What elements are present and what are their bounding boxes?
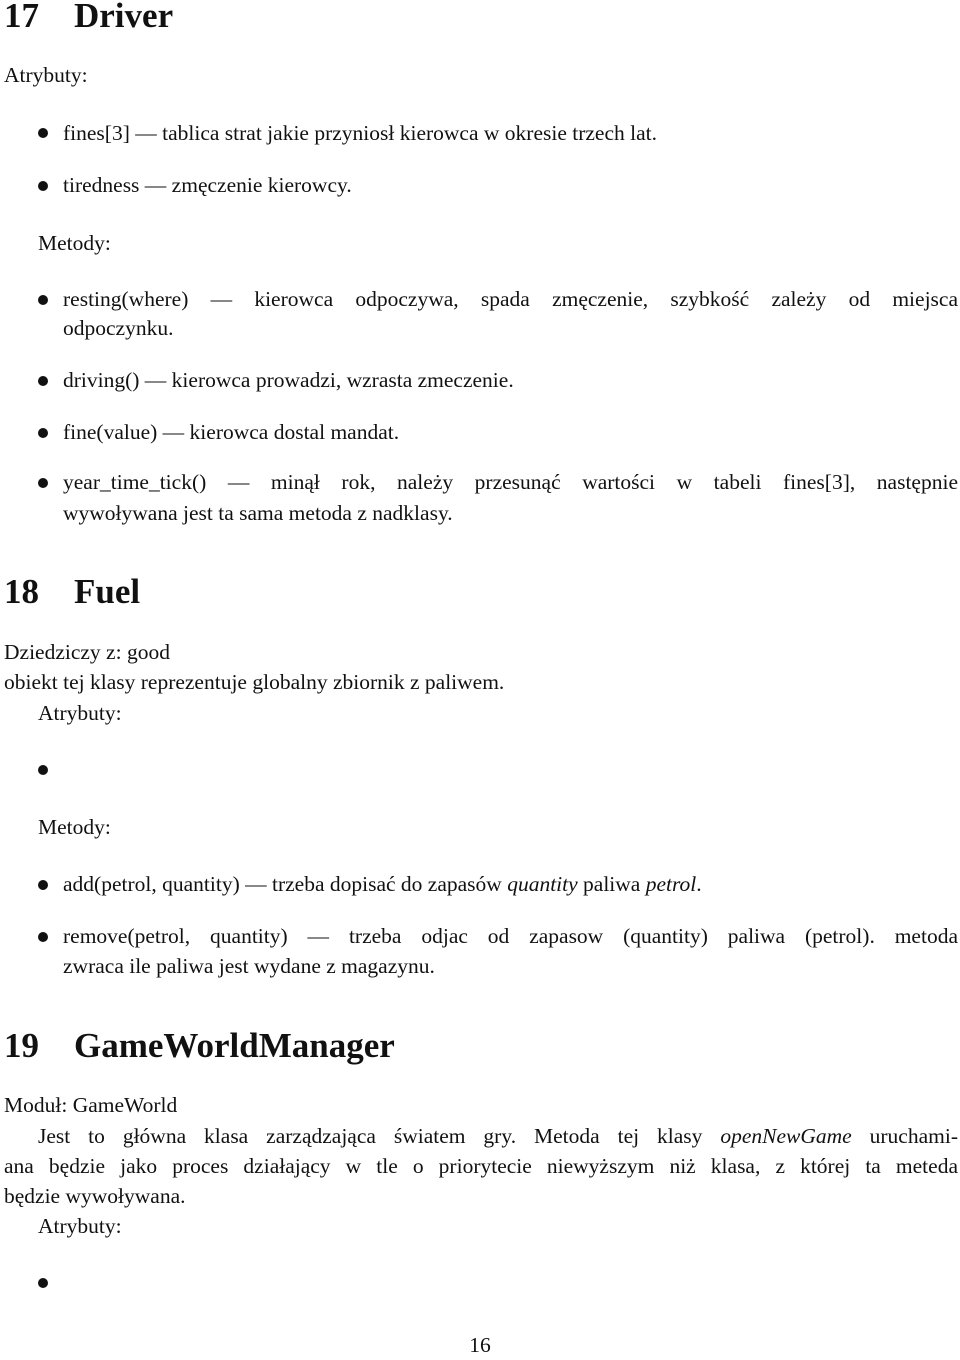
paragraph-line: ana będzie jako proces działający w tle o priorytecie niewyższym niż klasa, z której ta meteda [4,1154,958,1178]
list-item [63,869,958,899]
bullet-icon [38,181,48,191]
bullet-icon [38,1278,48,1288]
italic-term: openNewGame [720,1124,852,1148]
section-heading-19 [4,1026,395,1066]
methods-label: Metody: [38,231,111,255]
list-item-line: remove(petrol, quantity) — trzeba odjac od zapasow (quantity) paliwa (petrol). metoda [63,924,958,948]
page-number: 16 [469,1333,491,1357]
bullet-icon [38,478,48,488]
attributes-label: Atrybuty: [38,701,122,725]
list-item-line: year_time_tick() — minął rok, należy przesunąć wartości w tabeli fines[3], następnie [63,470,958,494]
inherits-line: Dziedziczy z: good [4,640,170,664]
section-title: GameWorldManager [74,1026,395,1065]
bullet-icon [38,880,48,890]
list-item-line: zwraca ile paliwa jest wydane z magazynu. [63,954,435,978]
list-item: tiredness — zmęczenie kierowcy. [63,173,352,197]
bullet-icon [38,295,48,305]
section-title: Fuel [74,572,141,611]
paragraph-line: będzie wywoływana. [4,1184,186,1208]
text-run: . [696,872,702,896]
bullet-icon [38,932,48,942]
attributes-label: Atrybuty: [38,1214,122,1238]
paragraph-line [38,1121,958,1151]
text-run: Jest to główna klasa zarządzająca światem gry. Metoda tej klasy [38,1124,721,1148]
section-title: Driver [74,0,174,35]
bullet-icon [38,128,48,138]
italic-term: petrol [645,872,697,896]
section-number: 17 [4,0,39,35]
list-item: fine(value) — kierowca dostal mandat. [63,420,400,444]
section-heading-17 [4,0,173,36]
section-number: 18 [4,572,39,611]
list-item: fines[3] — tablica strat jakie przyniosł kierowca w okresie trzech lat. [63,121,658,145]
list-item-line: resting(where) — kierowca odpoczywa, spada zmęczenie, szybkość zależy od miejsca [63,287,958,311]
list-item-line: odpoczynku. [63,316,174,340]
attributes-label: Atrybuty: [4,63,88,87]
bullet-icon [38,428,48,438]
italic-term: quantity [507,872,578,896]
bullet-icon [38,376,48,386]
section-heading-18 [4,572,140,612]
bullet-icon [38,765,48,775]
class-description: obiekt tej klasy reprezentuje globalny zbiornik z paliwem. [4,670,505,694]
text-run: paliwa [577,872,646,896]
list-item: driving() — kierowca prowadzi, wzrasta zmeczenie. [63,368,514,392]
text-run: add(petrol, quantity) — trzeba dopisać do zapasów [63,872,508,896]
text-run: uruchami- [851,1124,958,1148]
section-number: 19 [4,1026,39,1065]
module-line: Moduł: GameWorld [4,1093,178,1117]
list-item-line: wywoływana jest ta sama metoda z nadklasy. [63,501,453,525]
methods-label: Metody: [38,815,111,839]
